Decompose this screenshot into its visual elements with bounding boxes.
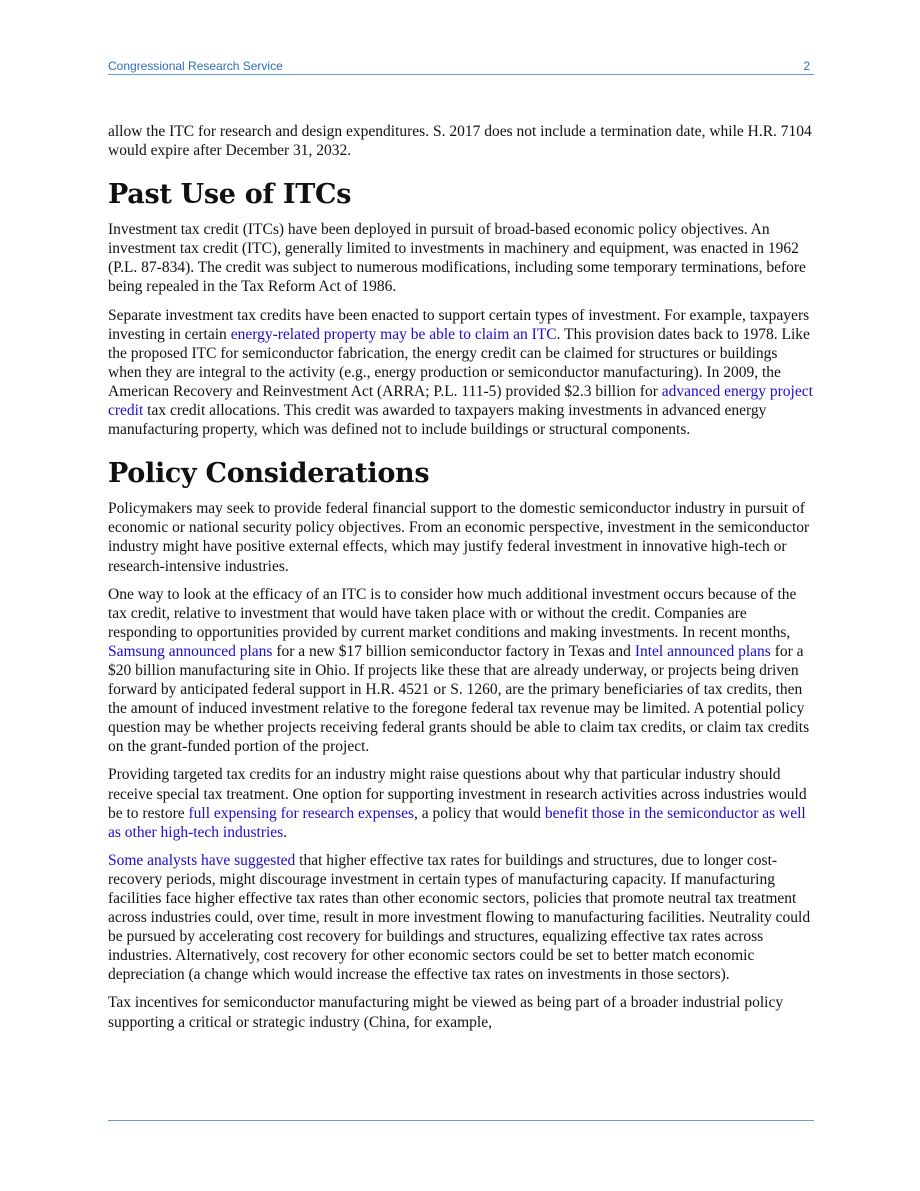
- paragraph-separate-credits: [108, 306, 814, 440]
- text-segment: Providing targeted tax credits for an industry might raise questions about why that particular industry should receive special tax treatment. One option for supporting investment in research activities across industries would be to restore: [108, 766, 807, 822]
- running-header: [108, 58, 814, 75]
- paragraph-targeted-credits: [108, 765, 814, 841]
- link-benefit-semiconductor-industries[interactable]: benefit those in the semiconductor as well as other high-tech industries: [108, 804, 806, 841]
- link-some-analysts-suggested[interactable]: Some analysts have suggested: [108, 851, 296, 869]
- text-segment: One way to look at the efficacy of an ITC is to consider how much additional investment occurs because of the tax credit, relative to investment that would have taken place with or without the credit. Companies are responding to opportunities provided by current market conditions and making investments. In recent months,: [108, 585, 797, 641]
- paragraph-tax-incentives: Tax incentives for semiconductor manufacturing might be viewed as being part of a broader industrial policy supporting a critical or strategic industry (China, for example,: [108, 994, 784, 1031]
- text-segment: tax credit allocations. This credit was awarded to taxpayers making investments in advanced energy manufacturing property, which was defined not to include buildings or structural components.: [108, 402, 767, 439]
- link-energy-related-property[interactable]: energy-related property may be able to claim an ITC: [230, 325, 557, 343]
- document-body: [108, 122, 814, 1041]
- footer-divider: [108, 1120, 814, 1121]
- text-segment: . This provision dates back to 1978. Like the proposed ITC for semiconductor fabrication, the energy credit can be claimed for structures or buildings when they are integral to the activity (e.g., energy production or semiconductor manufacturing). In 2009, the American Recovery and Reinvestment Act (ARRA; P.L. 111-5) provided $2.3 billion for: [108, 325, 810, 400]
- header-page-number: 2: [803, 59, 810, 73]
- text-segment: that higher effective tax rates for buildings and structures, due to longer cost-recovery periods, might discourage investment in certain types of manufacturing capacity. If manufacturing facilities face higher effective tax rates than other economic sectors, policies that promote neutral tax treatment across industries could, over time, result in more investment flowing to manufacturing facilities. Neutrality could be pursued by accelerating cost recovery for buildings and structures, equalizing effective tax rates across industries. Alternatively, cost recovery for other economic sectors could be set to better match economic depreciation (a change which would increase the effective tax rates on investments in those sectors).: [108, 851, 811, 984]
- text-segment: Separate investment tax credits have been enacted to support certain types of investment. For example, taxpayers investing in certain: [108, 306, 810, 343]
- heading-policy-considerations: Policy Considerations: [108, 458, 430, 490]
- paragraph-itc-history: Investment tax credit (ITCs) have been deployed in pursuit of broad-based economic policy objectives. An investment tax credit (ITC), generally limited to investments in machinery and equipment, was enacted in 1962 (P.L. 87-834). The credit was subject to numerous modifications, including some temporary terminations, before being repealed in the Tax Reform Act of 1986.: [108, 221, 806, 296]
- link-full-expensing-research[interactable]: full expensing for research expenses: [188, 804, 415, 822]
- paragraph-efficacy: [108, 585, 814, 757]
- paragraph-continued: allow the ITC for research and design expenditures. S. 2017 does not include a termination date, while H.R. 7104 would expire after December 31, 2032.: [108, 123, 812, 160]
- text-segment: .: [283, 823, 288, 841]
- text-segment: for a new $17 billion semiconductor factory in Texas and: [272, 642, 635, 660]
- header-organization: Congressional Research Service: [108, 59, 283, 73]
- text-segment: , a policy that would: [414, 804, 545, 822]
- heading-past-use-of-itcs: Past Use of ITCs: [108, 179, 352, 211]
- link-intel-announced-plans[interactable]: Intel announced plans: [634, 642, 771, 660]
- paragraph-analysts: [108, 851, 814, 985]
- paragraph-policymakers: Policymakers may seek to provide federal financial support to the domestic semiconductor industry in pursuit of economic or national security policy objectives. From an economic perspective, investment in the semiconductor industry might have positive external effects, which may justify federal investment in innovative high-tech or research-intensive industries.: [108, 500, 810, 575]
- text-segment: for a $20 billion manufacturing site in Ohio. If projects like these that are already underway, or projects being driven forward by anticipated federal support in H.R. 4521 or S. 1260, are the primary beneficiaries of tax credits, then the amount of induced investment relative to the foregone federal tax revenue may be limited. A potential policy question may be whether projects receiving federal grants should be able to claim tax credits, or claim tax credits on the grant-funded portion of the project.: [108, 642, 810, 756]
- link-advanced-energy-project-credit[interactable]: advanced energy project credit: [108, 382, 813, 420]
- link-samsung-announced-plans[interactable]: Samsung announced plans: [108, 642, 273, 660]
